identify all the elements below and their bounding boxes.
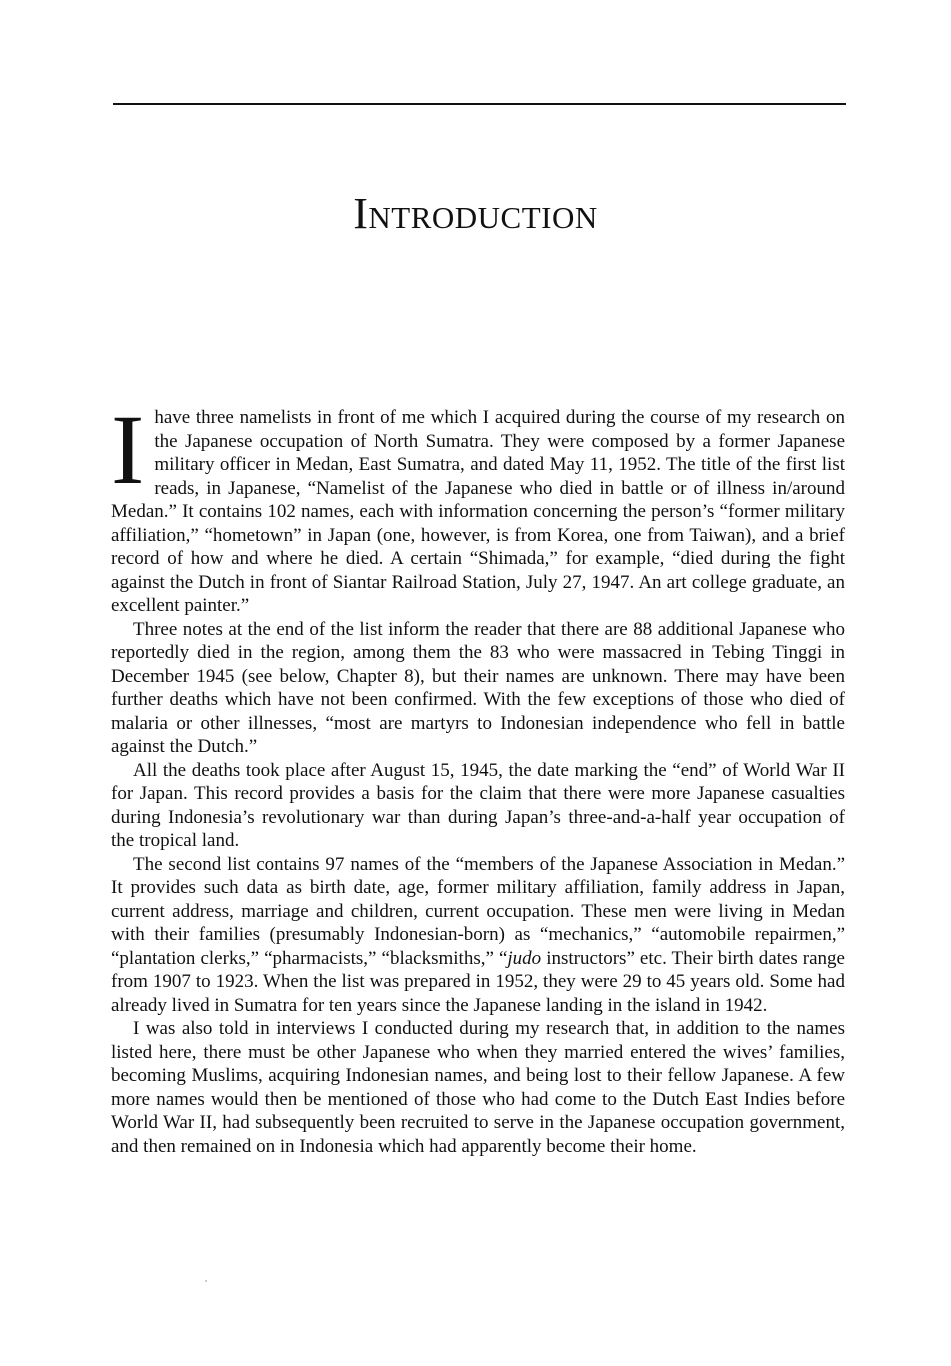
top-rule [113, 103, 846, 105]
paragraph-1 [111, 394, 845, 618]
paragraph-4-text-after: instructors” etc. Their birth dates range from 1907 to 1923. When the list was prepared in 1952, they were 29 to 45 years old. Some had already lived in Sumatra for ten years since the Japanese landing in the island in 1942. [111, 947, 845, 1016]
drop-cap: I [111, 394, 145, 505]
paragraph-5: I was also told in interviews I conducted during my research that, in addition to the names listed here, there must be other Japanese who when they married entered the wives’ families, becoming Muslims, acquiring Indonesian names, and being lost to their fellow Japanese. A few more names would then be mentioned of those who had come to the Dutch East Indies before World War II, had subsequently been recruited to serve in the Japanese occupation government, and then remained on in Indonesia which had apparently become their home. [111, 1018, 845, 1157]
paragraph-2: Three notes at the end of the list inform the reader that there are 88 additional Japanese who reportedly died in the region, among them the 83 who were massacred in Tebing Tinggi in December 1945 (see below, Chapter 8), but their names are unknown. There may have been further deaths which have not been confirmed. With the few exceptions of those who died of malaria or other illnesses, “most are martyrs to Indonesian independence who fell in battle against the Dutch.” [111, 618, 845, 757]
paragraph-4 [111, 853, 845, 1018]
paragraph-4-text-before: The second list contains 97 names of the “members of the Japanese Association in Medan.” It provides such data as birth date, age, former military affiliation, family address in Japan, current address, marriage and children, current occupation. These men were living in Medan with their families (presumably Indonesian-born) as “mechanics,” “automobile repairmen,” “plantation clerks,” “pharmacists,” “blacksmiths,” “ [111, 853, 845, 969]
paragraph-4-italic: judo [507, 947, 542, 969]
scan-speck [205, 1280, 207, 1282]
body-text [111, 394, 845, 1158]
paragraph-1-text: have three namelists in front of me which I acquired during the course of my research on the Japanese occupation of North Sumatra. They were composed by a former Japanese military officer in Medan, East Sumatra, and dated May 11, 1952. The title of the first list reads, in Japanese, “Namelist of the Japanese who died in battle or of illness in/around Medan.” It contains 102 names, each with information concerning the person’s “former military affiliation,” “hometown” in Japan (one, however, is from Korea, one from Taiwan), and a brief record of how and where he died. A certain “Shimada,” for example, “died during the fight against the Dutch in front of Siantar Railroad Station, July 27, 1947. An art college graduate, an excellent painter.” [111, 407, 845, 616]
paragraph-3: All the deaths took place after August 15, 1945, the date marking the “end” of World War II for Japan. This record provides a basis for the claim that there were more Japanese casualties during Indonesia’s revolutionary war than during Japan’s three-and-a-half year occupation of the tropical land. [111, 759, 845, 851]
chapter-title: Introduction [353, 189, 598, 238]
